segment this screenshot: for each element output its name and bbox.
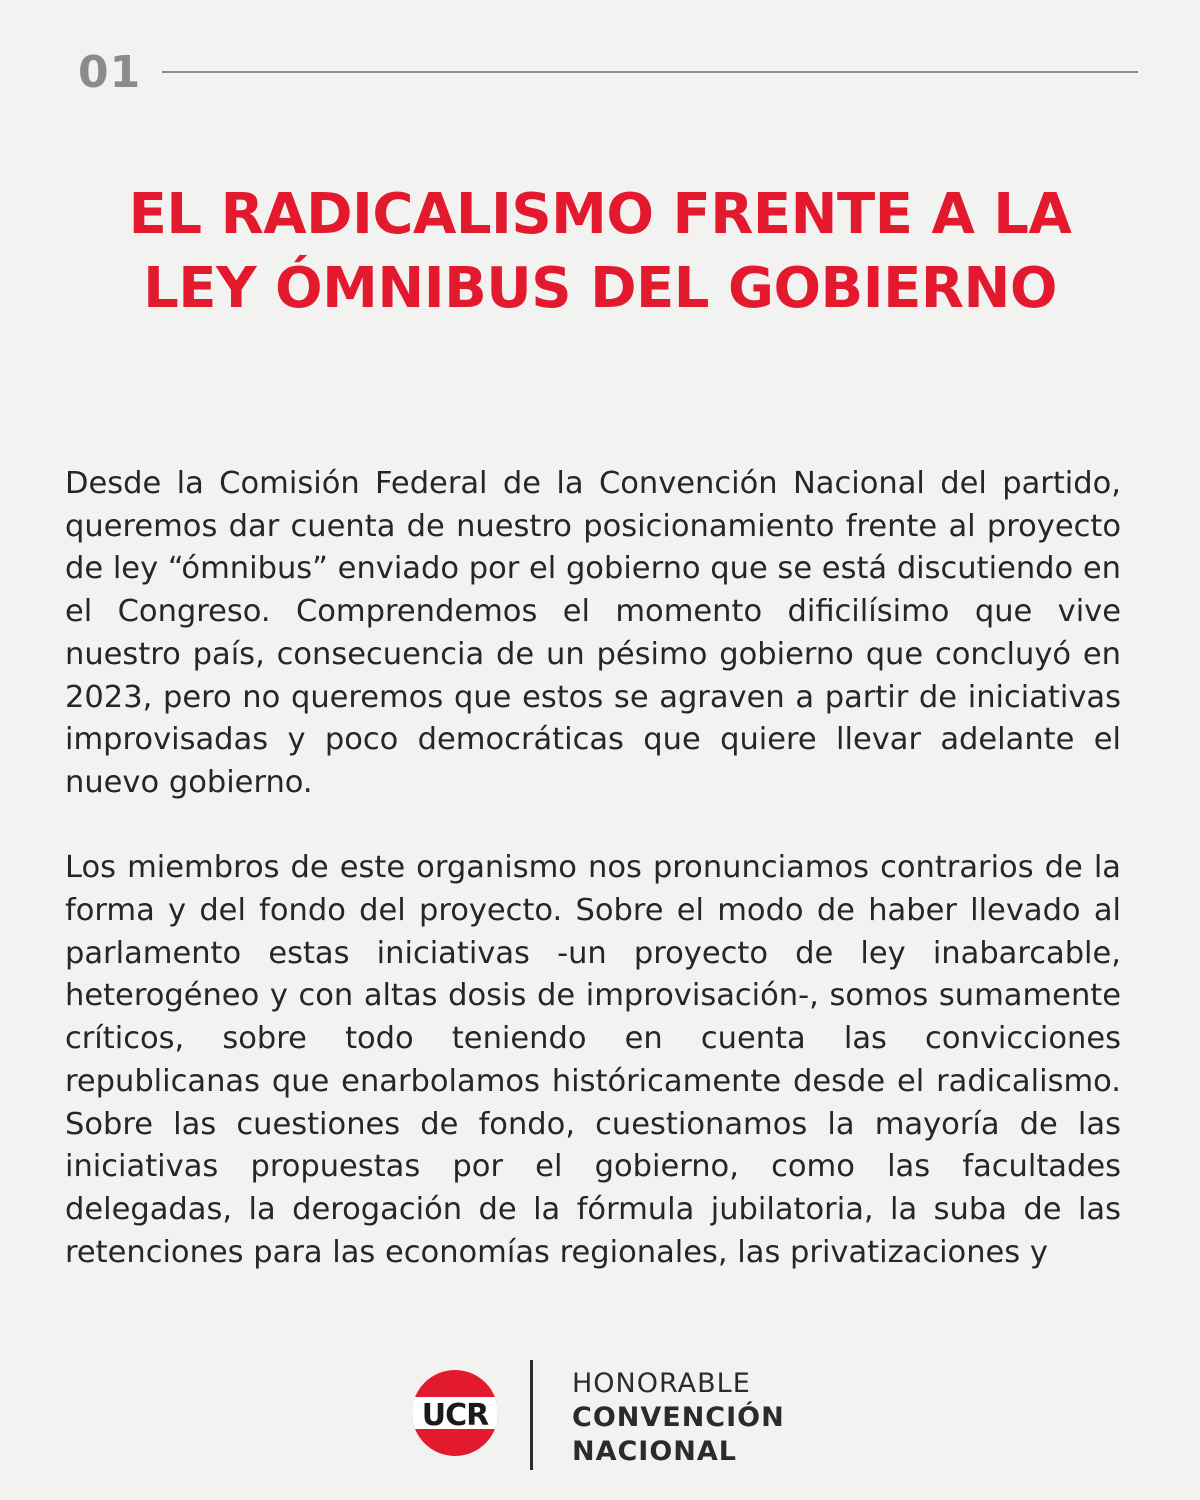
body-text — [65, 463, 1121, 1274]
ucr-logo-text: UCR — [421, 1398, 489, 1433]
footer-institution-name — [572, 1367, 785, 1469]
title-line-1: EL RADICALISMO FRENTE A LA — [128, 182, 1072, 247]
footer-divider — [530, 1360, 533, 1470]
title-line-2: LEY ÓMNIBUS DEL GOBIERNO — [143, 256, 1057, 321]
page-title — [40, 178, 1160, 326]
footer-line-nacional: NACIONAL — [572, 1436, 738, 1467]
footer-line-honorable: HONORABLE — [572, 1368, 751, 1399]
header-rule — [162, 71, 1138, 73]
footer-line-convencion: CONVENCIÓN — [572, 1402, 785, 1433]
page-number: 01 — [78, 47, 142, 98]
footer — [0, 1355, 1200, 1485]
paragraph-2: Los miembros de este organismo nos pronunciamos contrarios de la forma y del fondo del proyecto. Sobre el modo de haber llevado al parlamento estas iniciativas -un proyecto de ley inabarcable, heterogéneo y con altas dosis de improvisación-, somos sumamente críticos, sobre todo teniendo en cuenta las convicciones republicanas que enarbolamos históricamente desde el radicalismo. Sobre las cuestiones de fondo, cuestionamos la mayoría de las iniciativas propuestas por el gobierno, como las facultades delegadas, la derogación de la fórmula jubilatoria, la suba de las retenciones para las economías regionales, las privatizaciones y — [65, 850, 1121, 1270]
ucr-logo — [412, 1370, 498, 1456]
paragraph-1: Desde la Comisión Federal de la Convención Nacional del partido, queremos dar cuenta de nuestro posicionamiento frente al proyecto de ley “ómnibus” enviado por el gobierno que se está discutiendo en el Congreso. Comprendemos el momento dificilísimo que vive nuestro país, consecuencia de un pésimo gobierno que concluyó en 2023, pero no queremos que estos se agraven a partir de iniciativas improvisadas y poco democráticas que quiere llevar adelante el nuevo gobierno. — [65, 466, 1121, 800]
